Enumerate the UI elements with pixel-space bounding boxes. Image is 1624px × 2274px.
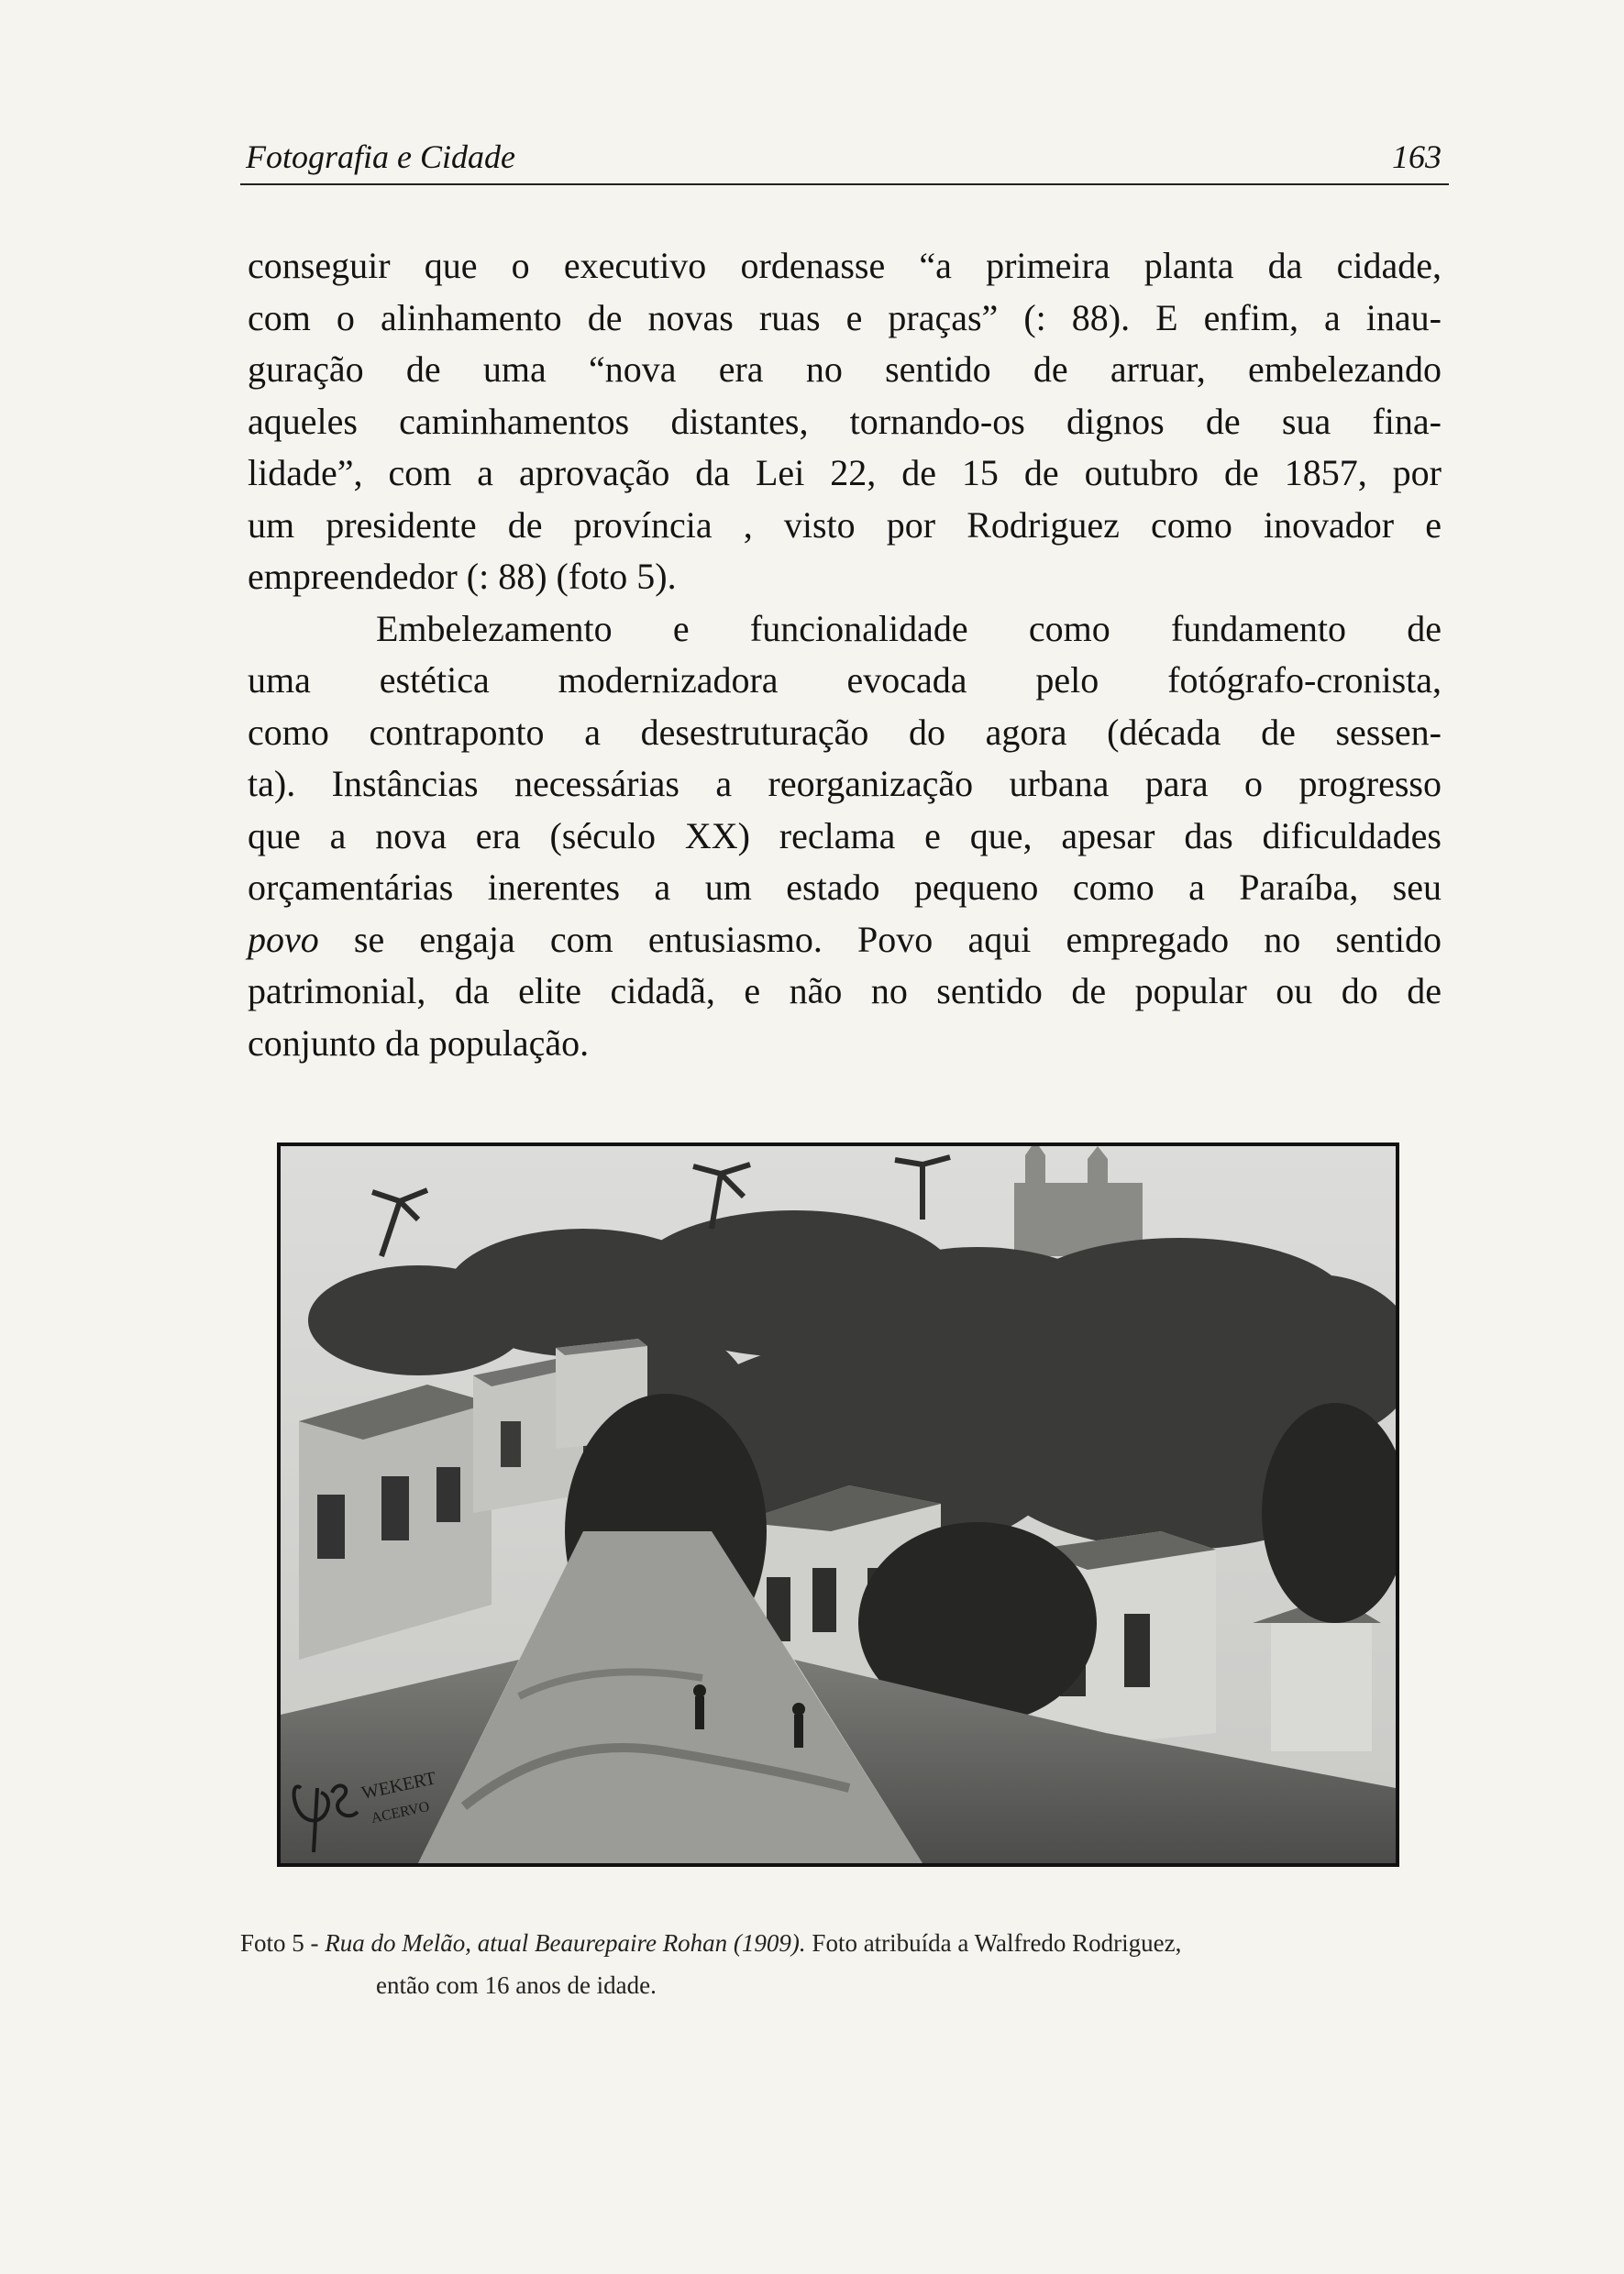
text-line: lidade”, com a aprovação da Lei 22, de 15 de outubro de 1857, por — [248, 452, 1442, 493]
text-segment: se engaja com entusiasmo. Povo aqui empregado no sentido — [318, 918, 1442, 960]
text-line — [248, 914, 1442, 966]
figure-caption — [240, 1922, 1456, 2006]
svg-text:ACERVO: ACERVO — [370, 1798, 431, 1827]
caption-attribution: Foto atribuída a Walfredo Rodriguez, — [805, 1929, 1182, 1957]
text-line: Embelezamento e funcionalidade como fundamento de — [376, 607, 1442, 649]
svg-text:WEKERT: WEKERT — [359, 1768, 438, 1804]
page-number: 163 — [1392, 138, 1442, 175]
text-line: conseguir que o executivo ordenasse “a primeira planta da cidade, — [248, 245, 1442, 286]
text-line: como contraponto a desestruturação do agora (década de sessen- — [248, 711, 1442, 753]
text-line: aqueles caminhamentos distantes, tornando-os dignos de sua fina- — [248, 400, 1442, 442]
caption-prefix: Foto 5 - — [240, 1929, 326, 1957]
body-text — [248, 240, 1442, 1069]
running-header — [240, 132, 1449, 185]
text-line: com o alinhamento de novas ruas e praças” (: 88). E enfim, a inau- — [248, 296, 1442, 338]
caption-line-1 — [240, 1922, 1456, 1964]
running-title: Fotografia e Cidade — [246, 138, 515, 175]
text-line: guração de uma “nova era no sentido de arruar, embelezando — [248, 348, 1442, 390]
text-line: patrimonial, da elite cidadã, e não no sentido de popular ou do de — [248, 970, 1442, 1011]
italic-word-povo: povo — [248, 918, 319, 960]
text-line: uma estética modernizadora evocada pelo fotógrafo-cronista, — [248, 659, 1442, 701]
historic-photograph — [277, 1143, 1399, 1867]
text-line: empreendedor (: 88) (foto 5). — [248, 556, 677, 597]
paragraph-2 — [248, 603, 1442, 1070]
street-scene-illustration — [281, 1146, 1396, 1863]
text-line: orçamentárias inerentes a um estado pequeno como a Paraíba, seu — [248, 867, 1442, 908]
caption-italic-title: Rua do Melão, atual Beaurepaire Rohan (1909). — [325, 1929, 806, 1957]
text-line: ta). Instâncias necessárias a reorganização urbana para o progresso — [248, 763, 1442, 804]
caption-line-2: então com 16 anos de idade. — [376, 1971, 657, 1999]
text-line: que a nova era (século XX) reclama e que, apesar das dificuldades — [248, 814, 1442, 856]
paragraph-1 — [248, 240, 1442, 603]
text-line: conjunto da população. — [248, 1021, 590, 1064]
text-line: um presidente de província , visto por Rodriguez como inovador e — [248, 503, 1442, 546]
